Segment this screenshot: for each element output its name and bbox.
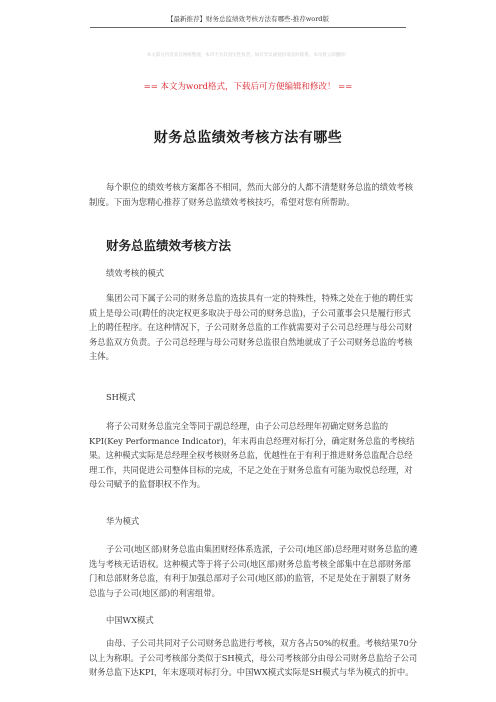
header-divider [90,27,406,28]
section-heading: 财务总监绩效考核方法 [106,238,232,253]
paragraph-wx: 由母、子公司共同对子公司财务总监进行考核，双方各占50%的权重。考核结果70分以上为称职。子公司考核部分类似于SH模式，母公司考核部分由母公司财务总监给子公司财务总监下达KPI，年末逐项对标打分。中国WX模式实际是SH模式与华为模式的折中。 [89,638,418,677]
paragraph-sh: 将子公司财务总监完全等同于副总经理，由子公司总经理年初确定财务总监的KPI(Key Performance Indicator)，年末再由总经理对标打分，确定财务总监的考核结果。这种模式实际是总经理全权考核财务总监，优越性在于有利于推进财务总监配合总经理工作，共同促进公司整体目标的完成，不足之处在于财务总监有可能为取悦总经理，对母公司赋予的监督职权不作为。 [89,421,415,489]
subsection-heading-model: 绩效考核的模式 [106,268,165,278]
subsection-heading-wx: 中国WX模式 [106,615,154,625]
paragraph-huawei: 子公司(地区部)财务总监由集团财经体系选派，子公司(地区部)总经理对财务总监的遴选与考核无话语权。这种模式等于将子公司(地区部)财务总监考核全部集中在总部财务部门和总部财务总监，有利于加强总部对子公司(地区部)的监管，不足是处在于割裂了财务总监与子公司(地区部)的利害组带。 [89,544,418,598]
word-format-notice: == 本文为word格式，下载后可方便编辑和修改！ == [143,82,353,92]
header-title: 【最新推荐】财务总监绩效考核方法有哪些-推荐word版 [167,15,329,23]
subsection-heading-huawei: 华为模式 [106,516,140,526]
intro-paragraph: 每个职位的绩效考核方案都各不相同，然而大部分的人都不清楚财务总监的绩效考核制度。下面为您精心推荐了财务总监绩效考核技巧，希望对您有所帮助。 [89,182,413,207]
disclaimer-text: 本文部分内容来自网络整理，本司不为其真实性负责，如有异议或侵权请及时联系，本司将立即删除！ [146,53,350,58]
subsection-heading-sh: SH模式 [106,392,136,402]
document-title: 财务总监绩效考核方法有哪些 [153,130,343,146]
paragraph-model: 集团公司下属子公司的财务总监的选拔具有一定的特殊性，特殊之处在于他的聘任实质上是母公司(聘任的决定权更多取决于母公司的财务总监)，子公司董事会只是履行形式上的聘任程序。在这种情况下，子公司财务总监的工作就需要对子公司总经理与母公司财务总监双方负责。子公司总经理与母公司财务总监很自然地就成了子公司财务总监的考核主体。 [89,293,413,361]
